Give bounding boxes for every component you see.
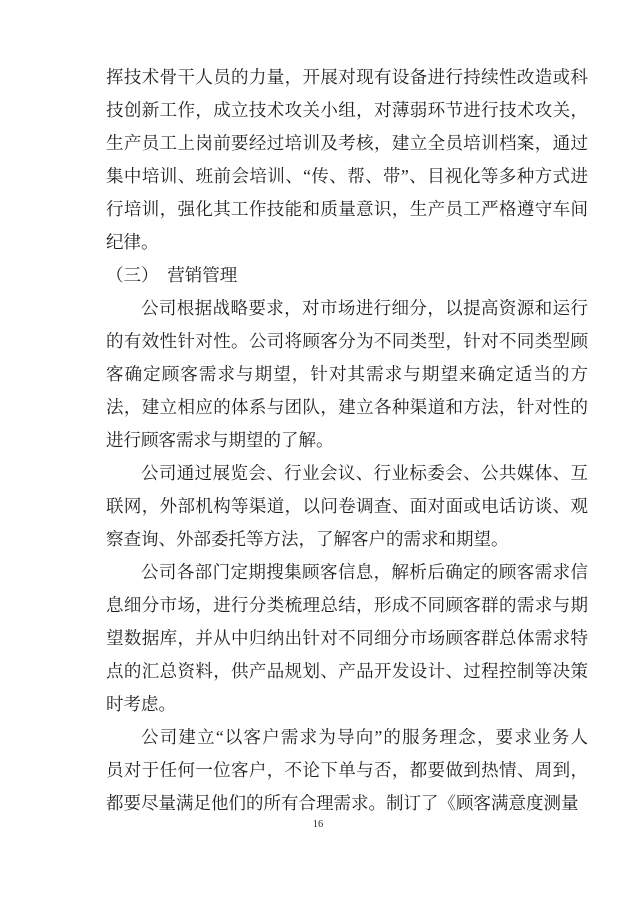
text-line: 客确定顾客需求与期望，针对其需求与期望来确定适当的方 — [106, 364, 588, 384]
text-line: 员对于任何一位客户，不论下单与否，都要做到热情、周到， — [106, 760, 588, 780]
text-line: 都要尽量满足他们的所有合理需求。制订了《顾客满意度测量 — [106, 793, 579, 813]
paragraph — [106, 61, 588, 259]
text-line: 挥技术骨干人员的力量，开展对现有设备进行持续性改造或科 — [106, 67, 588, 87]
text-line: （三） 营销管理 — [106, 265, 238, 285]
text-line: 集中培训、班前会培训、“传、帮、带”、目视化等多种方式进 — [106, 166, 588, 186]
text-line: 纪律。 — [106, 232, 159, 252]
text-line: 公司通过展览会、行业会议、行业标委会、公共媒体、互 — [141, 463, 588, 483]
paragraph — [106, 721, 588, 820]
text-line: 联网，外部机构等渠道，以问卷调查、面对面或电话访谈、观 — [106, 496, 588, 516]
paragraph — [106, 457, 588, 556]
text-line: 生产员工上岗前要经过培训及考核，建立全员培训档案，通过 — [106, 133, 588, 153]
text-line: 时考虑。 — [106, 694, 176, 714]
text-line: 公司各部门定期搜集顾客信息，解析后确定的顾客需求信 — [141, 562, 588, 582]
text-line: 公司建立“以客户需求为导向”的服务理念，要求业务人 — [141, 727, 588, 747]
text-line: 察查询、外部委托等方法，了解客户的需求和期望。 — [106, 529, 509, 549]
text-block — [106, 61, 588, 820]
paragraph — [106, 292, 588, 457]
text-line: 息细分市场，进行分类梳理总结，形成不同顾客群的需求与期 — [106, 595, 588, 615]
text-line: 进行顾客需求与期望的了解。 — [106, 430, 334, 450]
text-line: 公司根据战略要求，对市场进行细分，以提高资源和运行 — [141, 298, 588, 318]
text-line: 的有效性针对性。公司将顾客分为不同类型，针对不同类型顾 — [106, 331, 588, 351]
paragraph — [106, 556, 588, 721]
text-line: 法，建立相应的体系与团队，建立各种渠道和方法，针对性的 — [106, 397, 588, 417]
text-line: 点的汇总资料，供产品规划、产品开发设计、过程控制等决策 — [106, 661, 588, 681]
text-line: 望数据库，并从中归纳出针对不同细分市场顾客群总体需求特 — [106, 628, 588, 648]
text-line: 行培训，强化其工作技能和质量意识，生产员工严格遵守车间 — [106, 199, 588, 219]
text-line: 技创新工作，成立技术攻关小组，对薄弱环节进行技术攻关， — [106, 100, 588, 120]
page-number: 16 — [312, 819, 324, 830]
section-heading — [106, 259, 588, 292]
